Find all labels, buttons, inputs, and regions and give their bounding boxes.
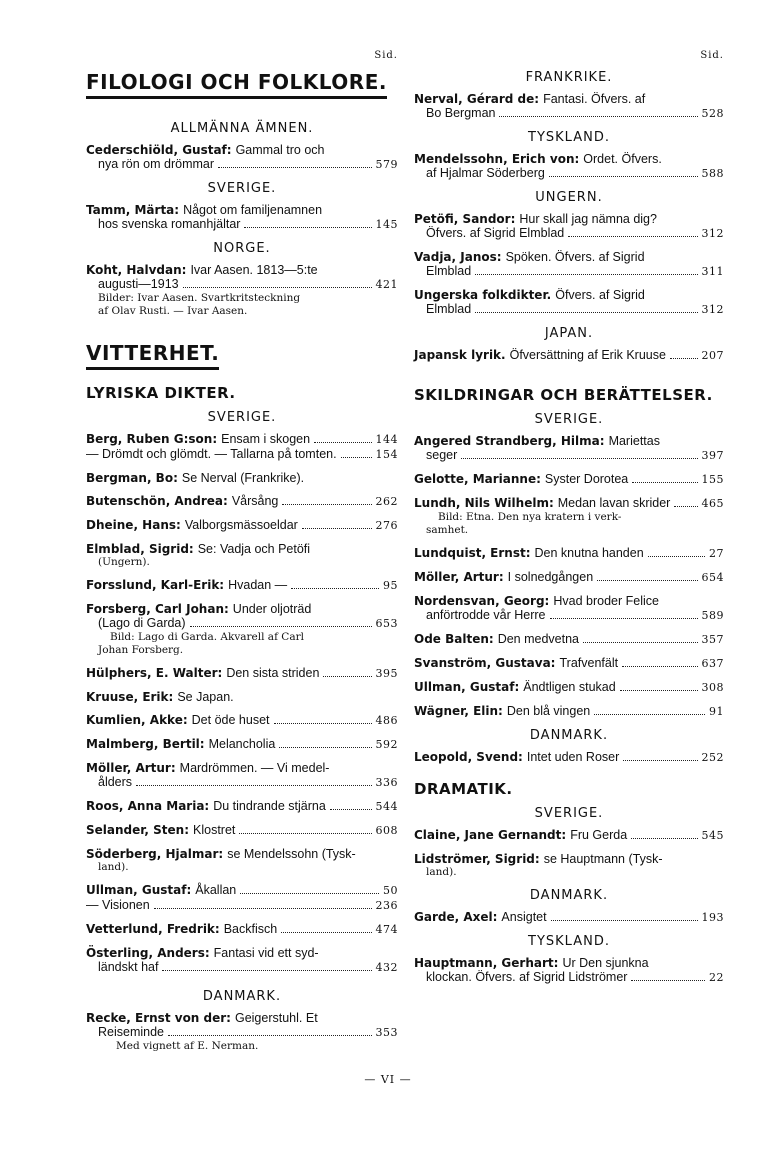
entry-page: 486 xyxy=(375,714,398,727)
entry-author: Claine, Jane Gernandt: xyxy=(414,828,567,842)
index-entry xyxy=(86,883,398,913)
entry-note: Johan Forsberg. xyxy=(98,644,184,656)
entry-page: 22 xyxy=(709,971,724,984)
entry-title: Elmblad xyxy=(426,302,472,316)
entry-note: Bild: Lago di Garda. Akvarell af Carl xyxy=(110,631,304,643)
entry-author: Garde, Axel: xyxy=(414,910,498,924)
entry-author: Hülphers, E. Walter: xyxy=(86,666,223,680)
entry-author: Angered Strandberg, Hilma: xyxy=(414,434,605,448)
entry-title: Ordet. Öfvers. xyxy=(583,152,662,166)
entry-page: 474 xyxy=(375,923,398,936)
index-entry xyxy=(414,348,724,363)
entry-page: 252 xyxy=(701,751,724,764)
index-entry xyxy=(414,92,724,121)
entry-page: 421 xyxy=(375,278,398,291)
entry-author: Vadja, Janos: xyxy=(414,250,502,264)
index-entry xyxy=(414,828,724,843)
entry-author: Berg, Ruben G:son: xyxy=(86,432,218,446)
entry-author: Ullman, Gustaf: xyxy=(86,883,192,897)
entry-note: (Ungern). xyxy=(98,556,150,568)
index-entry xyxy=(86,203,398,232)
entry-page: 236 xyxy=(375,899,398,912)
entry-title: Den medvetna xyxy=(497,632,579,646)
entry-page: 262 xyxy=(375,495,398,508)
index-entry xyxy=(86,471,398,485)
entry-author: Wägner, Elin: xyxy=(414,704,503,718)
entry-author: Forsberg, Carl Johan: xyxy=(86,602,229,616)
entry-page: 465 xyxy=(701,497,724,510)
entry-page: 654 xyxy=(701,571,724,584)
index-entry xyxy=(414,680,724,695)
index-entry xyxy=(414,496,724,537)
entry-page: 308 xyxy=(701,681,724,694)
entry-title: klockan. Öfvers. af Sigrid Lidströmer xyxy=(426,970,628,984)
entry-author: Söderberg, Hjalmar: xyxy=(86,847,224,861)
entry-title: Det öde huset xyxy=(191,713,270,727)
entry-note: land). xyxy=(426,866,457,878)
entry-author: Dheine, Hans: xyxy=(86,518,181,532)
entry-page: 395 xyxy=(375,667,398,680)
entry-page: 312 xyxy=(701,303,724,316)
entry-author: Lidströmer, Sigrid: xyxy=(414,852,540,866)
entry-title: Under oljoträd xyxy=(232,602,312,616)
entry-title: Du tindrande stjärna xyxy=(213,799,326,813)
entry-page: 592 xyxy=(375,738,398,751)
entry-title: Vårsång xyxy=(231,494,279,508)
index-entry xyxy=(86,737,398,752)
entry-title: Gammal tro och xyxy=(235,143,325,157)
entry-author: Leopold, Svend: xyxy=(414,750,523,764)
entry-author: Nordensvan, Georg: xyxy=(414,594,550,608)
sid-label: Sid. xyxy=(700,50,724,61)
index-entry xyxy=(414,852,724,879)
entry-author: Forsslund, Karl-Erik: xyxy=(86,578,225,592)
danmark-heading: DANMARK. xyxy=(529,888,609,903)
entry-page: 154 xyxy=(375,448,398,461)
entry-author: Tamm, Märta: xyxy=(86,203,180,217)
index-entry xyxy=(86,518,398,533)
index-entry xyxy=(414,570,724,585)
entry-author: Selander, Sten: xyxy=(86,823,190,837)
entry-page: 353 xyxy=(375,1026,398,1039)
entry-page: 588 xyxy=(701,167,724,180)
entry-author: Elmblad, Sigrid: xyxy=(86,542,194,556)
entry-title: Reiseminde xyxy=(98,1025,165,1039)
entry-author: Bergman, Bo: xyxy=(86,471,178,485)
entry-title: Ensam i skogen xyxy=(221,432,311,446)
index-entry xyxy=(86,542,398,569)
index-entry xyxy=(86,432,398,462)
entry-title: Ändtligen stukad xyxy=(523,680,616,694)
entry-author: Mendelssohn, Erich von: xyxy=(414,152,580,166)
index-entry xyxy=(86,799,398,814)
entry-title: Backfisch xyxy=(223,922,278,936)
allmanna-heading: ALLMÄNNA ÄMNEN. xyxy=(170,121,314,136)
entry-page: 357 xyxy=(701,633,724,646)
index-entry xyxy=(414,250,724,279)
index-entry xyxy=(86,922,398,937)
entry-author: Japansk lyrik. xyxy=(414,348,506,362)
entry-title: Ur Den sjunkna xyxy=(562,956,649,970)
index-entry xyxy=(414,750,724,765)
sverige-heading: SVERIGE. xyxy=(207,410,277,425)
entry-author: Butenschön, Andrea: xyxy=(86,494,228,508)
entry-title: Fantasi. Öfvers. af xyxy=(543,92,646,106)
index-entry xyxy=(414,910,724,925)
entry-title: Medan lavan skrider xyxy=(557,496,671,510)
entry-page: 637 xyxy=(701,657,724,670)
entry-author: Nerval, Gérard de: xyxy=(414,92,540,106)
index-entry xyxy=(414,434,724,463)
entry-page: 145 xyxy=(375,218,398,231)
entry-title: — Drömdt och glömdt. — Tallarna på tomten. xyxy=(86,447,337,461)
entry-title: ålders xyxy=(98,775,133,789)
entry-title: Intet uden Roser xyxy=(526,750,620,764)
skildringar-heading: SKILDRINGAR OCH BERÄTTELSER. xyxy=(414,386,713,404)
japan-heading: JAPAN. xyxy=(544,326,594,341)
entry-page: 276 xyxy=(375,519,398,532)
sverige-heading: SVERIGE. xyxy=(534,806,604,821)
entry-author: Vetterlund, Fredrik: xyxy=(86,922,220,936)
entry-title: Klostret xyxy=(193,823,236,837)
entry-title: ländskt haf xyxy=(98,960,159,974)
entry-author: Petöfi, Sandor: xyxy=(414,212,516,226)
index-entry xyxy=(86,263,398,318)
entry-author: Ullman, Gustaf: xyxy=(414,680,520,694)
index-entry xyxy=(86,143,398,172)
entry-author: Hauptmann, Gerhart: xyxy=(414,956,559,970)
entry-title: se Mendelssohn (Tysk- xyxy=(227,847,356,861)
entry-page: 528 xyxy=(701,107,724,120)
danmark-heading: DANMARK. xyxy=(529,728,609,743)
index-entry xyxy=(86,761,398,790)
entry-note: Bilder: Ivar Aasen. Svartkritsteckning xyxy=(98,292,301,304)
index-entry xyxy=(86,494,398,509)
entry-title: Öfvers. af Sigrid xyxy=(555,288,645,302)
entry-page: 312 xyxy=(701,227,724,240)
entry-title: Se Nerval (Frankrike). xyxy=(181,471,305,485)
index-entry xyxy=(414,956,724,985)
entry-title: Geigerstuhl. Et xyxy=(234,1011,318,1025)
index-entry xyxy=(414,594,724,623)
entry-title: Öfversättning af Erik Kruuse xyxy=(509,348,666,362)
entry-title: Se Japan. xyxy=(177,690,234,704)
entry-page: 155 xyxy=(701,473,724,486)
entry-page: 545 xyxy=(701,829,724,842)
tyskland-heading: TYSKLAND. xyxy=(528,130,610,145)
entry-page: 95 xyxy=(383,579,398,592)
sverige-heading: SVERIGE. xyxy=(207,181,277,196)
index-entry xyxy=(414,212,724,241)
entry-title: Fantasi vid ett syd- xyxy=(213,946,319,960)
entry-author: Lundh, Nils Wilhelm: xyxy=(414,496,554,510)
entry-title: Mariettas xyxy=(608,434,660,448)
entry-author: Cederschiöld, Gustaf: xyxy=(86,143,232,157)
entry-page: 144 xyxy=(375,433,398,446)
entry-author: Ode Balten: xyxy=(414,632,494,646)
index-entry xyxy=(414,656,724,671)
entry-title: Den blå vingen xyxy=(506,704,591,718)
entry-title: anförtrodde vår Herre xyxy=(426,608,546,622)
norge-heading: NORGE. xyxy=(213,241,271,256)
entry-page: 91 xyxy=(709,705,724,718)
entry-title: Den sista striden xyxy=(226,666,320,680)
entry-author: Gelotte, Marianne: xyxy=(414,472,541,486)
entry-author: Möller, Artur: xyxy=(414,570,504,584)
entry-author: Kruuse, Erik: xyxy=(86,690,174,704)
sverige-heading: SVERIGE. xyxy=(534,412,604,427)
index-entry xyxy=(86,602,398,657)
entry-title: Valborgsmässoeldar xyxy=(184,518,298,532)
lyriska-heading: LYRISKA DIKTER. xyxy=(86,384,236,402)
dramatik-heading: DRAMATIK. xyxy=(414,780,513,798)
entry-title: Något om familjenamnen xyxy=(183,203,323,217)
frankrike-heading: FRANKRIKE. xyxy=(525,70,613,85)
vitterhet-heading: VITTERHET. xyxy=(86,341,219,370)
entry-author: Koht, Halvdan: xyxy=(86,263,187,277)
page-number: — VI — xyxy=(364,1073,412,1086)
entry-title: Åkallan xyxy=(195,883,237,897)
entry-page: 50 xyxy=(383,884,398,897)
entry-page: 544 xyxy=(375,800,398,813)
entry-note: Bild: Etna. Den nya kratern i verk- xyxy=(438,511,622,523)
entry-author: Kumlien, Akke: xyxy=(86,713,188,727)
entry-title: Mardrömmen. — Vi medel- xyxy=(179,761,330,775)
entry-page: 608 xyxy=(375,824,398,837)
entry-page: 432 xyxy=(375,961,398,974)
entry-title: Se: Vadja och Petöfi xyxy=(197,542,311,556)
index-entry xyxy=(414,152,724,181)
entry-title: Fru Gerda xyxy=(570,828,628,842)
entry-author: Roos, Anna Maria: xyxy=(86,799,210,813)
entry-title: Melancholia xyxy=(208,737,276,751)
entry-title: Den knutna handen xyxy=(534,546,644,560)
entry-page: 336 xyxy=(375,776,398,789)
entry-title: seger xyxy=(426,448,458,462)
entry-page: 579 xyxy=(375,158,398,171)
index-entry xyxy=(86,823,398,838)
entry-note: samhet. xyxy=(426,524,469,536)
index-entry xyxy=(414,704,724,719)
right-column xyxy=(414,50,724,994)
entry-title: augusti—1913 xyxy=(98,277,179,291)
index-entry xyxy=(86,578,398,593)
tyskland-heading: TYSKLAND. xyxy=(528,934,610,949)
entry-title: Spöken. Öfvers. af Sigrid xyxy=(505,250,645,264)
entry-author: Österling, Anders: xyxy=(86,946,210,960)
entry-title: Öfvers. af Sigrid Elmblad xyxy=(426,226,565,240)
entry-title: nya rön om drömmar xyxy=(98,157,215,171)
entry-title: Hur skall jag nämna dig? xyxy=(519,212,657,226)
entry-title: se Hauptmann (Tysk- xyxy=(543,852,663,866)
index-entry xyxy=(414,472,724,487)
entry-title: Bo Bergman xyxy=(426,106,496,120)
index-entry xyxy=(86,666,398,681)
entry-author: Ungerska folkdikter. xyxy=(414,288,552,302)
entry-title: Syster Dorotea xyxy=(544,472,629,486)
entry-page: 193 xyxy=(701,911,724,924)
index-entry xyxy=(414,632,724,647)
left-column xyxy=(86,50,398,1062)
index-entry xyxy=(86,690,398,704)
danmark-heading: DANMARK. xyxy=(202,989,282,1004)
entry-title: Hvad broder Felice xyxy=(553,594,659,608)
ungern-heading: UNGERN. xyxy=(535,190,603,205)
entry-author: Möller, Artur: xyxy=(86,761,176,775)
entry-title: Elmblad xyxy=(426,264,472,278)
entry-note: Med vignett af E. Nerman. xyxy=(116,1040,259,1052)
index-entry xyxy=(414,288,724,317)
entry-page: 589 xyxy=(701,609,724,622)
entry-title: Ansigtet xyxy=(501,910,547,924)
index-entry xyxy=(86,1011,398,1053)
entry-title: af Hjalmar Söderberg xyxy=(426,166,545,180)
entry-note: land). xyxy=(98,861,129,873)
entry-title: Hvadan — xyxy=(228,578,288,592)
entry-page: 207 xyxy=(701,349,724,362)
entry-page: 653 xyxy=(375,617,398,630)
entry-author: Recke, Ernst von der: xyxy=(86,1011,231,1025)
entry-page: 311 xyxy=(701,265,724,278)
entry-title: Trafvenfält xyxy=(559,656,619,670)
entry-author: Svanström, Gustava: xyxy=(414,656,556,670)
index-entry xyxy=(86,946,398,975)
entry-title: (Lago di Garda) xyxy=(98,616,186,630)
filologi-heading: FILOLOGI OCH FOLKLORE. xyxy=(86,70,387,99)
entry-title: Ivar Aasen. 1813—5:te xyxy=(190,263,318,277)
entry-page: 27 xyxy=(709,547,724,560)
sid-label: Sid. xyxy=(374,50,398,61)
entry-note: af Olav Rusti. — Ivar Aasen. xyxy=(98,305,248,317)
entry-title: hos svenska romanhjältar xyxy=(98,217,241,231)
index-entry xyxy=(414,546,724,561)
entry-title: — Visionen xyxy=(86,898,150,912)
index-entry xyxy=(86,713,398,728)
entry-author: Malmberg, Bertil: xyxy=(86,737,205,751)
entry-title: I solnedgången xyxy=(507,570,594,584)
index-entry xyxy=(86,847,398,874)
entry-author: Lundquist, Ernst: xyxy=(414,546,531,560)
entry-page: 397 xyxy=(701,449,724,462)
